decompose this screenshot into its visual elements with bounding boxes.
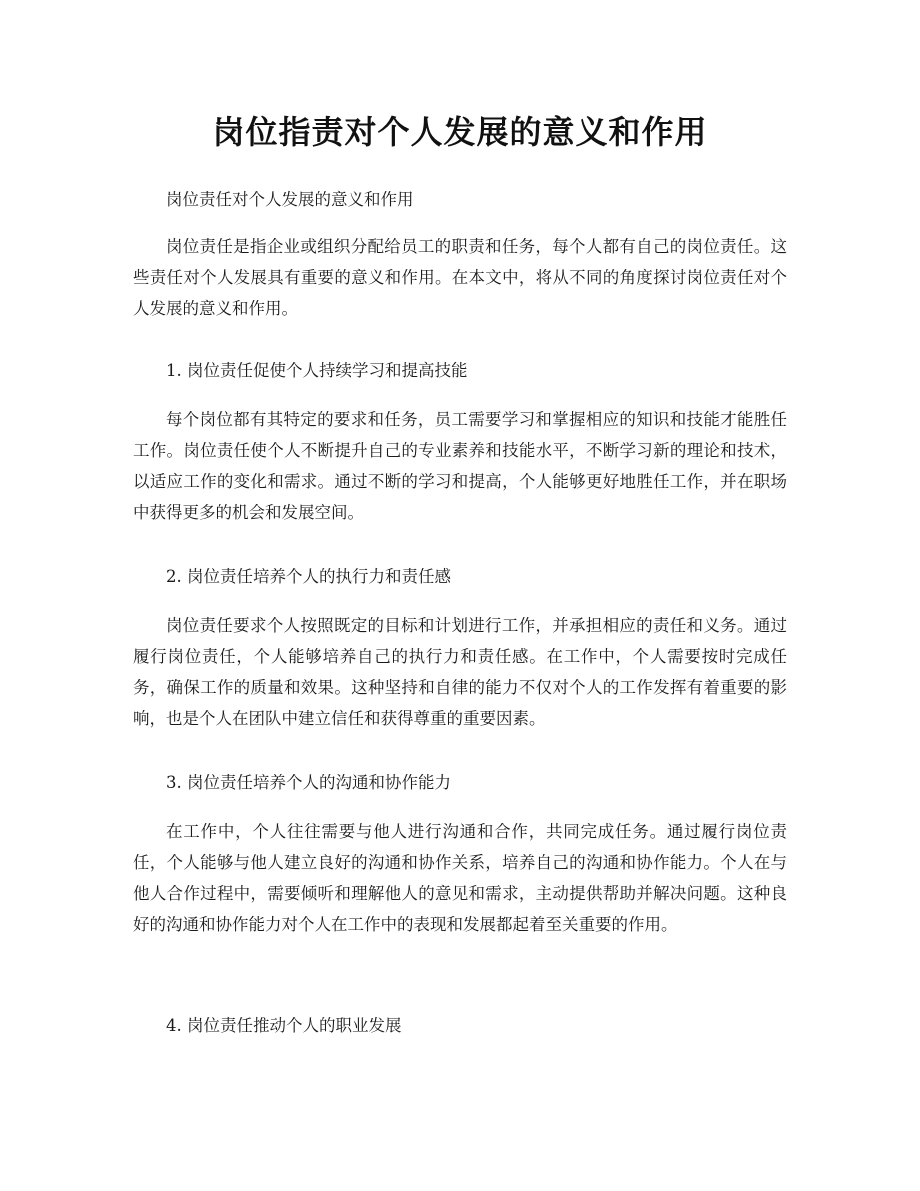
section-2-heading: 2. 岗位责任培养个人的执行力和责任感	[166, 567, 451, 586]
intro-paragraph: 岗位责任是指企业或组织分配给员工的职责和任务，每个人都有自己的岗位责任。这些责任对个人发展具有重要的意义和作用。在本文中，将从不同的角度探讨岗位责任对个人发展的意义和作用。	[133, 237, 787, 318]
section-4-heading: 4. 岗位责任推动个人的职业发展	[166, 1016, 402, 1035]
section-1-heading: 1. 岗位责任促使个人持续学习和提高技能	[166, 361, 468, 380]
section-3-body: 在工作中，个人往往需要与他人进行沟通和合作，共同完成任务。通过履行岗位责任，个人能够与他人建立良好的沟通和协作关系，培养自己的沟通和协作能力。个人在与他人合作过程中，需要倾听和理解他人的意见和需求，主动提供帮助并解决问题。这种良好的沟通和协作能力对个人在工作中的表现和发展都起着至关重要的作用。	[133, 822, 787, 934]
document-title: 岗位指责对个人发展的意义和作用	[212, 113, 708, 151]
section-1-body: 每个岗位都有其特定的要求和任务，员工需要学习和掌握相应的知识和技能才能胜任工作。岗位责任使个人不断提升自己的专业素养和技能水平，不断学习新的理论和技术，以适应工作的变化和需求。通过不断的学习和提高，个人能够更好地胜任工作，并在职场中获得更多的机会和发展空间。	[133, 410, 787, 522]
section-2-body: 岗位责任要求个人按照既定的目标和计划进行工作，并承担相应的责任和义务。通过履行岗位责任，个人能够培养自己的执行力和责任感。在工作中，个人需要按时完成任务，确保工作的质量和效果。这种坚持和自律的能力不仅对个人的工作发挥有着重要的影响，也是个人在团队中建立信任和获得尊重的重要因素。	[133, 616, 787, 728]
section-3-heading: 3. 岗位责任培养个人的沟通和协作能力	[166, 773, 451, 792]
document-subtitle: 岗位责任对个人发展的意义和作用	[166, 190, 414, 209]
